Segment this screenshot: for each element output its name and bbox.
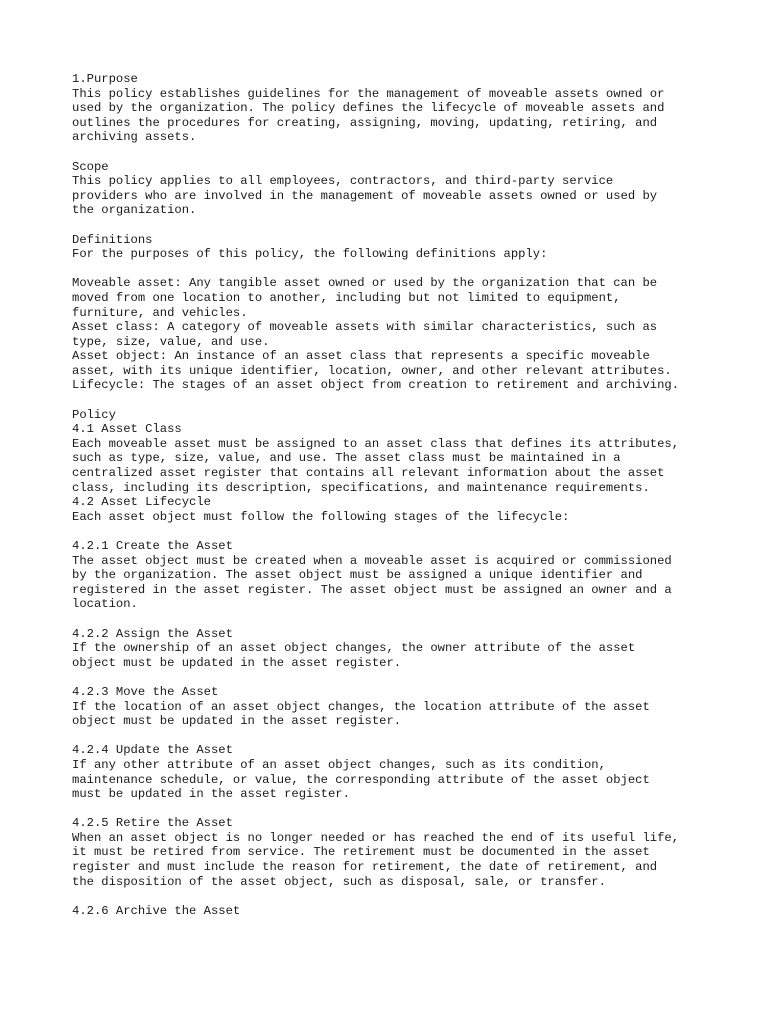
text-line: 4.2.3 Move the Asset <box>72 684 219 699</box>
paragraph-gap <box>72 729 732 744</box>
text-line: location. <box>72 597 138 612</box>
paragraph-gap <box>72 889 732 904</box>
text-line: Asset object: An instance of an asset class that represents a specific moveable <box>72 349 650 364</box>
text-line: Asset class: A category of moveable assets with similar characteristics, such as <box>72 320 658 335</box>
text-line: For the purposes of this policy, the following definitions apply: <box>72 247 548 262</box>
text-line: maintenance schedule, or value, the corresponding attribute of the asset object <box>72 772 650 787</box>
text-line: registered in the asset register. The asset object must be assigned an owner and a <box>72 582 672 597</box>
text-line: 4.1 Asset Class <box>72 422 182 437</box>
text-line: This policy establishes guidelines for the management of moveable assets owned or <box>72 86 665 101</box>
text-line: 4.2.5 Retire the Asset <box>72 816 233 831</box>
text-line: Lifecycle: The stages of an asset object from creation to retirement and archiving. <box>72 378 680 393</box>
text-line: Each moveable asset must be assigned to an asset class that defines its attributes, <box>72 436 680 451</box>
text-line: 4.2.1 Create the Asset <box>72 539 233 553</box>
paragraph-gap <box>72 145 732 160</box>
text-line: Policy <box>72 407 116 422</box>
text-line: 4.2.4 Update the Asset <box>72 743 233 758</box>
document-body <box>72 72 732 918</box>
text-line: class, including its description, specifications, and maintenance requirements. <box>72 480 650 495</box>
paragraph-gap <box>72 612 732 627</box>
text-line: furniture, and vehicles. <box>72 305 248 320</box>
paragraph-gap <box>72 262 732 277</box>
text-line: the disposition of the asset object, such as disposal, sale, or transfer. <box>72 874 606 889</box>
text-line: This policy applies to all employees, contractors, and third-party service <box>72 174 614 189</box>
paragraph-gap <box>72 802 732 817</box>
text-line: 1.Purpose <box>72 72 138 86</box>
text-line: such as type, size, value, and use. The asset class must be maintained in a <box>72 451 621 466</box>
text-line: object must be updated in the asset register. <box>72 714 402 729</box>
text-line: type, size, value, and use. <box>72 334 270 349</box>
text-line: 4.2.2 Assign the Asset <box>72 626 233 641</box>
text-line: If the location of an asset object changes, the location attribute of the asset <box>72 699 650 714</box>
text-line: Moveable asset: Any tangible asset owned or used by the organization that can be <box>72 276 658 291</box>
paragraph-gap <box>72 218 732 233</box>
paragraph-gap <box>72 524 732 539</box>
text-line: the organization. <box>72 203 197 218</box>
text-line: Definitions <box>72 232 153 247</box>
text-line: 4.2.6 Archive the Asset <box>72 903 241 918</box>
text-line: When an asset object is no longer needed or has reached the end of its useful life, <box>72 830 680 845</box>
text-line: must be updated in the asset register. <box>72 787 350 802</box>
text-line: it must be retired from service. The retirement must be documented in the asset <box>72 845 650 860</box>
text-line: moved from one location to another, including but not limited to equipment, <box>72 290 621 305</box>
text-line: If any other attribute of an asset object changes, such as its condition, <box>72 757 606 772</box>
text-line: outlines the procedures for creating, assigning, moving, updating, retiring, and <box>72 115 658 130</box>
text-line: The asset object must be created when a moveable asset is acquired or commissioned <box>72 553 672 568</box>
text-line: archiving assets. <box>72 130 197 145</box>
text-line: by the organization. The asset object must be assigned a unique identifier and <box>72 568 643 583</box>
paragraph-gap <box>72 670 732 685</box>
text-line: register and must include the reason for retirement, the date of retirement, and <box>72 860 658 875</box>
text-line: asset, with its unique identifier, location, owner, and other relevant attributes. <box>72 363 672 378</box>
paragraph-gap <box>72 393 732 408</box>
text-line: Scope <box>72 159 109 174</box>
text-line: used by the organization. The policy defines the lifecycle of moveable assets and <box>72 101 665 116</box>
text-line: object must be updated in the asset register. <box>72 655 402 670</box>
text-line: 4.2 Asset Lifecycle <box>72 495 211 510</box>
text-line: centralized asset register that contains all relevant information about the asset <box>72 466 665 481</box>
text-line: providers who are involved in the management of moveable assets owned or used by <box>72 188 658 203</box>
text-line: If the ownership of an asset object changes, the owner attribute of the asset <box>72 641 636 656</box>
text-line: Each asset object must follow the following stages of the lifecycle: <box>72 509 570 524</box>
